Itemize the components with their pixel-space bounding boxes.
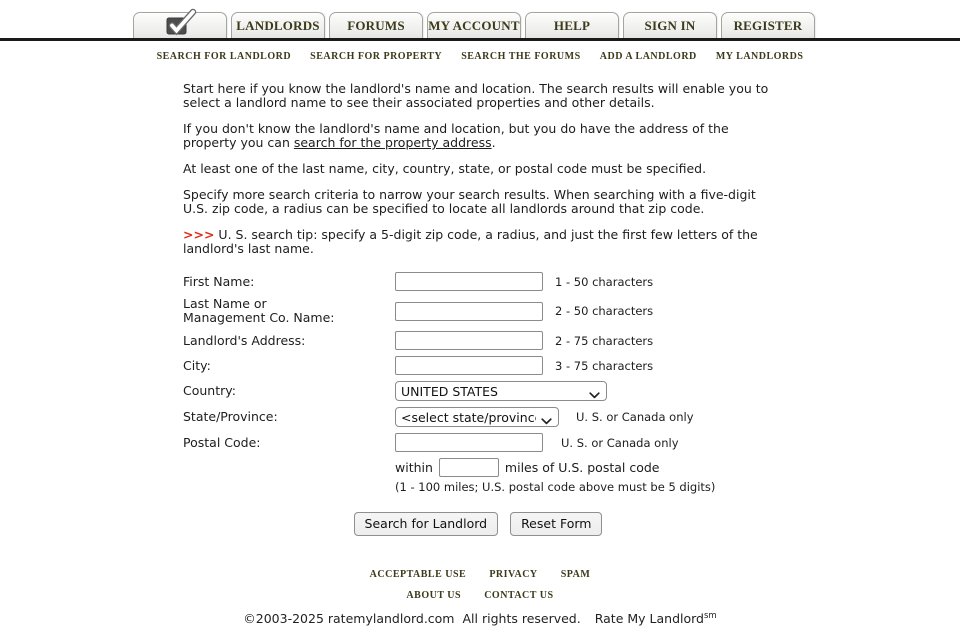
country-row [183,381,773,401]
intro-paragraph-1: Start here if you know the landlord's name and location. The search results will enable you to select a landlord name to see their associated properties and other details. [183,81,769,110]
first-name-label: First Name: [183,273,255,289]
subnav-search-for-property[interactable]: SEARCH FOR PROPERTY [310,51,443,62]
tab-home-logo[interactable] [133,12,227,38]
tip-text: U. S. search tip: specify a 5-digit zip code, a radius, and just the first few letters of the landlord's last name. [183,227,758,256]
address-label: Landlord's Address: [183,332,306,348]
rights-text: All rights reserved. [462,611,581,626]
last-name-label [183,297,395,325]
state-province-select[interactable] [395,407,559,427]
last-name-label-line2: Management Co. Name: [183,310,335,325]
postal-code-input[interactable] [395,433,543,452]
postal-code-label: Postal Code: [183,434,261,450]
intro-paragraph-4: Specify more search criteria to narrow your search results. When searching with a five-digit U.S. zip code, a radius can be specified to locate all landlords around that zip code. [183,187,756,216]
postal-code-hint: U. S. or Canada only [561,435,679,450]
last-name-label-line1: Last Name or [183,296,267,311]
first-name-input[interactable] [395,272,543,291]
city-input[interactable] [395,356,543,375]
subnav-search-for-landlord[interactable]: SEARCH FOR LANDLORD [156,51,292,62]
footer-contact-us-link[interactable]: CONTACT US [484,590,554,601]
tip-arrows: >>> [183,227,215,242]
city-label: City: [183,357,211,373]
footer-about-us-link[interactable]: ABOUT US [406,590,462,601]
search-property-address-link[interactable]: search for the property address [293,135,492,150]
sub-navigation [0,41,960,63]
service-mark: sm [703,611,717,621]
landlord-search-form [183,272,773,536]
intro-paragraph-2-text: If you don't know the landlord's name and location, but you do have the address of the property you can [183,121,729,150]
address-row [183,331,773,350]
state-province-row [183,407,773,427]
tab-my-account[interactable]: MY ACCOUNT [427,12,521,38]
radius-suffix-text: miles of U.S. postal code [504,459,660,475]
subnav-search-the-forums[interactable]: SEARCH THE FORUMS [461,51,581,62]
country-label: Country: [183,383,236,398]
radius-note-row [183,479,773,494]
footer-privacy-link[interactable]: PRIVACY [489,569,538,580]
intro-paragraph-2-period: . [491,135,496,150]
address-hint: 2 - 75 characters [555,333,654,348]
copyright-line [0,611,960,626]
intro-paragraph-3: At least one of the last name, city, country, state, or postal code must be specified. [183,161,707,176]
last-name-hint: 2 - 50 characters [555,304,654,318]
city-hint: 3 - 75 characters [555,358,654,373]
address-input[interactable] [395,331,543,350]
radius-prefix-text: within [395,459,433,475]
tab-landlords[interactable]: LANDLORDS [231,12,325,38]
top-tab-bar [0,0,960,38]
footer-links-row1 [0,562,960,581]
postal-code-row [183,433,773,452]
checkmark-icon [163,15,197,37]
subnav-my-landlords[interactable]: MY LANDLORDS [715,51,804,62]
tab-help[interactable]: HELP [525,12,619,38]
radius-note: (1 - 100 miles; U.S. postal code above must be 5 digits) [395,480,716,494]
state-province-hint: U. S. or Canada only [576,410,694,424]
page-footer [0,562,960,626]
footer-links-row2 [0,583,960,602]
tab-forums[interactable]: FORUMS [329,12,423,38]
search-tip [183,228,773,256]
state-province-label: State/Province: [183,409,278,424]
footer-spam-link[interactable]: SPAM [560,569,591,580]
copyright-text: ©2003-2025 ratemylandlord.com [243,611,455,626]
tab-sign-in[interactable]: SIGN IN [623,12,717,38]
brand-name: Rate My Landlord [594,611,704,626]
subnav-add-a-landlord[interactable]: ADD A LANDLORD [599,51,697,62]
last-name-row [183,297,773,325]
radius-miles-input[interactable] [439,458,499,477]
footer-acceptable-use-link[interactable]: ACCEPTABLE USE [369,569,467,580]
city-row [183,356,773,375]
radius-row [183,458,773,477]
country-select[interactable] [395,381,607,401]
intro-paragraph-2 [183,122,773,150]
tab-register[interactable]: REGISTER [721,12,815,38]
first-name-hint: 1 - 50 characters [555,274,654,289]
form-buttons [183,512,773,536]
search-for-landlord-button[interactable]: Search for Landlord [354,512,499,536]
reset-form-button[interactable]: Reset Form [510,512,602,536]
first-name-row [183,272,773,291]
last-name-input[interactable] [395,302,543,321]
main-content [183,82,773,536]
